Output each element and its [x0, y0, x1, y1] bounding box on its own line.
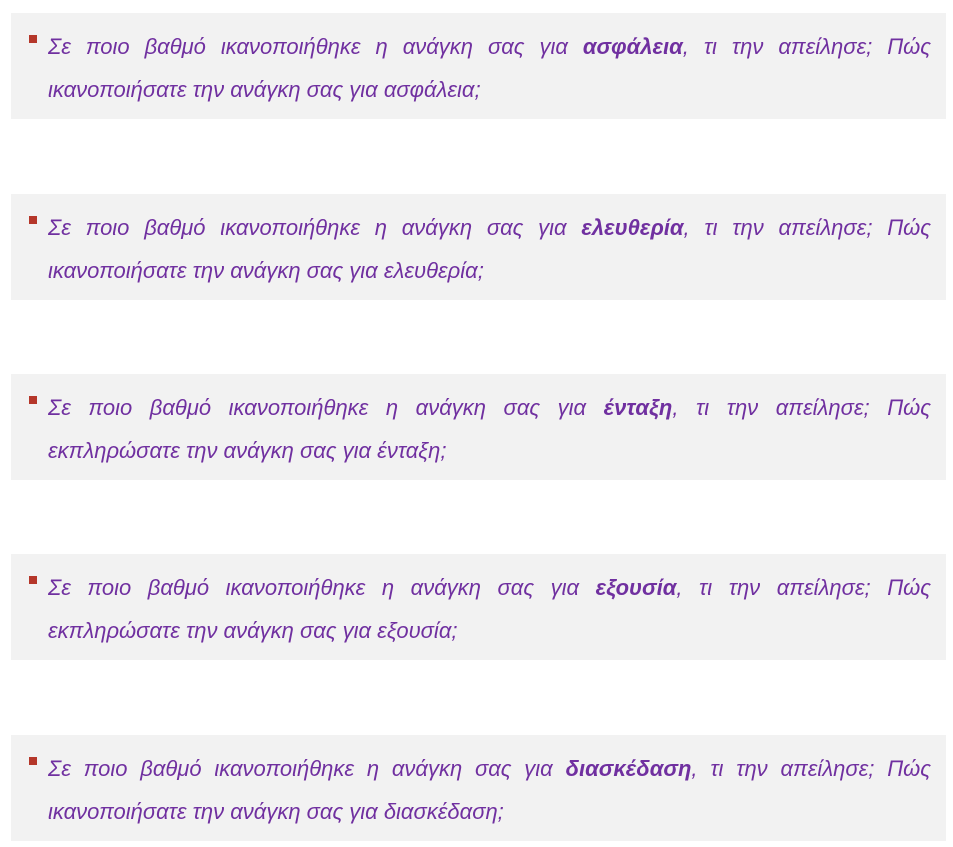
question-item-belonging — [11, 374, 946, 480]
square-bullet-icon — [29, 35, 37, 43]
question-prefix: Σε ποιο βαθμό ικανοποιήθηκε η ανάγκη σας για — [48, 34, 583, 59]
question-suffix: , τι την απείλησε; Πώς ικανοποιήσατε την ανάγκη σας για ασφάλεια; — [48, 34, 931, 102]
question-item-safety — [11, 13, 946, 119]
question-keyword: διασκέδαση — [565, 756, 692, 781]
question-text — [48, 386, 931, 472]
question-prefix: Σε ποιο βαθμό ικανοποιήθηκε η ανάγκη σας για — [48, 215, 582, 240]
square-bullet-icon — [29, 576, 37, 584]
question-text — [48, 566, 931, 652]
question-suffix: , τι την απείλησε; Πώς εκπληρώσατε την ανάγκη σας για ένταξη; — [48, 395, 931, 463]
question-keyword: εξουσία — [595, 575, 677, 600]
square-bullet-icon — [29, 396, 37, 404]
question-keyword: ελευθερία — [581, 215, 684, 240]
question-prefix: Σε ποιο βαθμό ικανοποιήθηκε η ανάγκη σας για — [48, 395, 604, 420]
question-suffix: , τι την απείλησε; Πώς ικανοποιήσατε την ανάγκη σας για ελευθερία; — [48, 215, 931, 283]
square-bullet-icon — [29, 216, 37, 224]
question-prefix: Σε ποιο βαθμό ικανοποιήθηκε η ανάγκη σας για — [48, 756, 566, 781]
question-keyword: ένταξη — [603, 395, 673, 420]
question-suffix: , τι την απείλησε; Πώς εκπληρώσατε την ανάγκη σας για εξουσία; — [48, 575, 931, 643]
question-suffix: , τι την απείλησε; Πώς ικανοποιήσατε την ανάγκη σας για διασκέδαση; — [48, 756, 931, 824]
question-text — [48, 25, 931, 111]
square-bullet-icon — [29, 757, 37, 765]
question-keyword: ασφάλεια — [582, 34, 683, 59]
question-item-fun — [11, 735, 946, 841]
question-prefix: Σε ποιο βαθμό ικανοποιήθηκε η ανάγκη σας για — [48, 575, 596, 600]
question-text — [48, 206, 931, 292]
question-item-freedom — [11, 194, 946, 300]
question-text — [48, 747, 931, 833]
question-item-power — [11, 554, 946, 660]
